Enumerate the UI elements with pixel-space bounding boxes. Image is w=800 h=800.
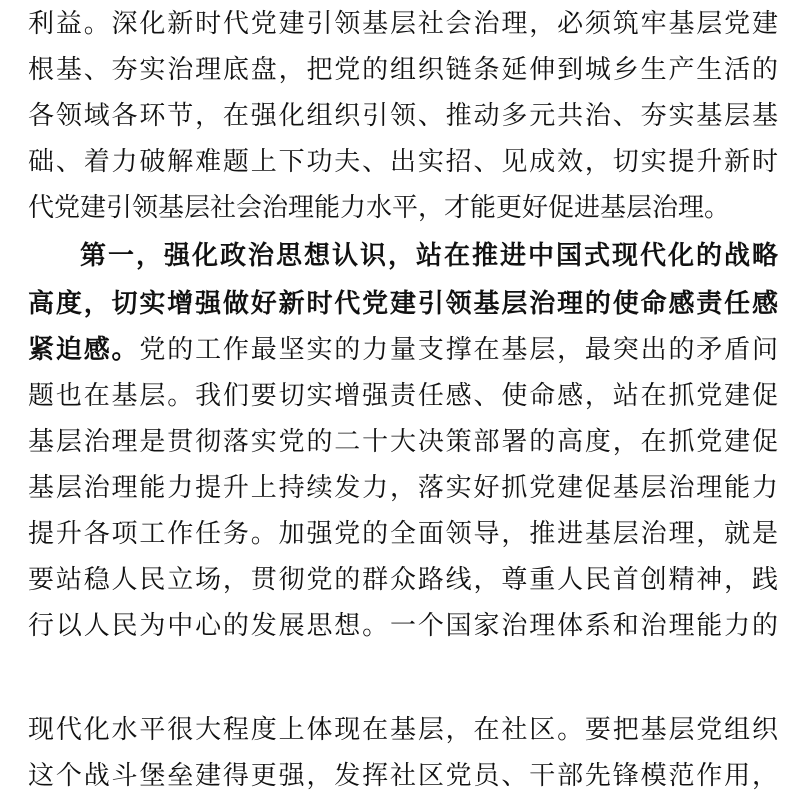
text-segment: 提升各项工作任务。加强党的全面领导，推进基层治理，就是 [28,519,778,549]
text-line [28,374,778,418]
text-segment: 基层治理能力提升上持续发力，落实好抓党建促基层治理能力 [28,473,778,503]
text-segment: 利益。深化新时代党建引领基层社会治理，必须筑牢基层党建 [28,9,778,39]
text-line [28,186,778,230]
text-line [28,466,778,510]
text-segment: 党的工作最坚实的力量支撑在基层，最突出的矛盾问 [139,335,778,365]
text-segment: 行以人民为中心的发展思想。一个国家治理体系和治理能力的 [28,611,778,641]
text-segment: 各领域各环节，在强化组织引领、推动多元共治、夯实基层基 [28,101,778,131]
bold-text-segment: 高度，切实增强做好新时代党建引领基层治理的使命感责任感 [28,289,778,319]
text-segment: 代党建引领基层社会治理能力水平，才能更好促进基层治理。 [28,193,731,223]
text-line [28,708,778,752]
text-line [28,512,778,556]
bold-text-segment: 第一，强化政治思想认识，站在推进中国式现代化的战略 [80,241,778,271]
text-line [28,328,778,372]
text-line [28,604,778,648]
text-segment: 题也在基层。我们要切实增强责任感、使命感，站在抓党建促 [28,381,778,411]
text-line [80,234,778,278]
text-line [28,420,778,464]
text-segment: 基层治理是贯彻落实党的二十大决策部署的高度，在抓党建促 [28,427,778,457]
text-line [28,140,778,184]
text-segment: 根基、夯实治理底盘，把党的组织链条延伸到城乡生产生活的 [28,55,778,85]
text-line [28,94,778,138]
text-line [28,282,778,326]
text-segment: 要站稳人民立场，贯彻党的群众路线，尊重人民首创精神，践 [28,565,778,595]
text-segment: 础、着力破解难题上下功夫、出实招、见成效，切实提升新时 [28,147,778,177]
text-line [28,558,778,602]
text-line [28,48,778,92]
text-line [28,2,778,46]
text-line [28,754,778,798]
text-segment: 现代化水平很大程度上体现在基层，在社区。要把基层党组织 [28,715,778,745]
bold-text-segment: 紧迫感。 [28,335,140,365]
text-segment: 这个战斗堡垒建得更强，发挥社区党员、干部先锋模范作用， [28,761,778,791]
